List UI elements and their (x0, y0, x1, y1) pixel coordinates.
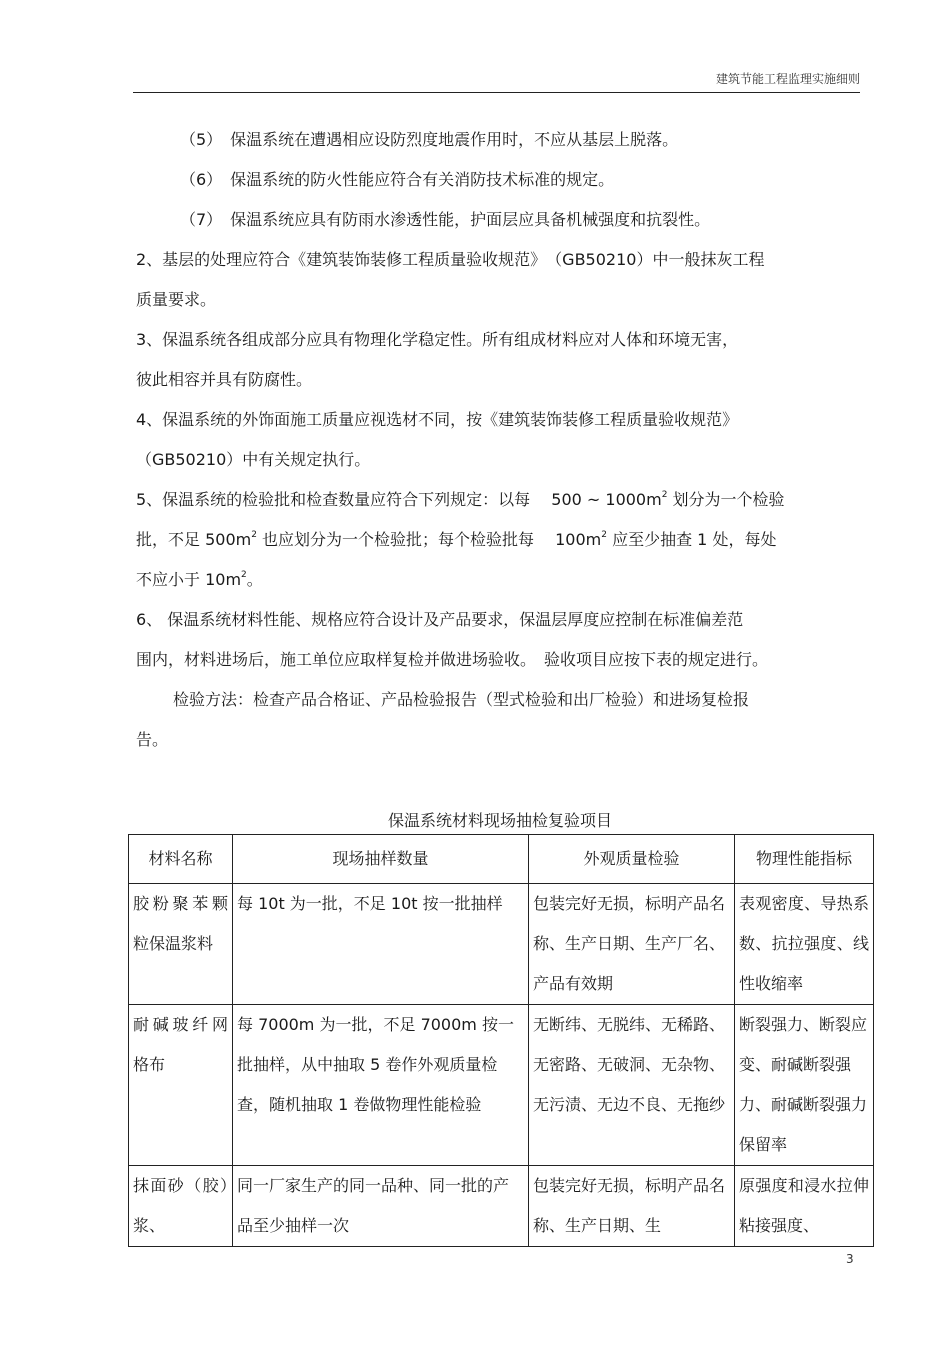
header-divider (133, 92, 860, 93)
cell-physical: 表观密度、导热系数、抗拉强度、线性收缩率 (735, 884, 874, 1005)
table-row (129, 1166, 874, 1247)
cell-sample-qty: 每 7000m 为一批，不足 7000m 按一批抽样，从中抽取 5 卷作外观质量检查，随机抽取 1 卷做物理性能检验 (233, 1005, 529, 1166)
clause-7: （7） 保温系统应具有防雨水渗透性能，护面层应具备机械强度和抗裂性。 (180, 210, 711, 229)
page-header-title: 建筑节能工程监理实施细则 (715, 72, 860, 86)
clause-6: （6） 保温系统的防火性能应符合有关消防技术标准的规定。 (180, 170, 615, 189)
cell-physical: 原强度和浸水拉伸粘接强度、 (735, 1166, 874, 1247)
item-2-line-1: 2、基层的处理应符合《建筑装饰装修工程质量验收规范》 （GB50210）中一般抹灰工程 (136, 250, 765, 269)
cell-appearance: 包装完好无损，标明产品名称、生产日期、生产厂名、产品有效期 (529, 884, 735, 1005)
cell-material: 胶粉聚苯颗粒保温浆料 (129, 884, 233, 1005)
table-caption: 保温系统材料现场抽检复验项目 (387, 811, 612, 830)
item-5-line-2: 批，不足 $500m^2$ 也应划分为一个检验批；每个检验批每 $100m^2$ 应至少抽查 1 处，每处 (136, 530, 777, 549)
cell-appearance: 包装完好无损，标明产品名称、生产日期、生 (529, 1166, 735, 1247)
item-6-line-2: 围内，材料进场后，施工单位应取样复检并做进场验收。 验收项目应按下表的规定进行。 (136, 650, 769, 669)
cell-material: 抹面砂（胶）浆、 (129, 1166, 233, 1247)
item-5-line-3: 不应小于 $10m^2$。 (136, 570, 263, 589)
item-4-line-1: 4、保温系统的外饰面施工质量应视选材不同，按《建筑装饰装修工程质量验收规范》 (136, 410, 739, 429)
table-header-row (129, 835, 874, 884)
inspection-method-line-1: 检验方法：检查产品合格证、产品检验报告（型式检验和出厂检验）和进场复检报 (173, 690, 750, 709)
page-number: 3 (846, 1252, 854, 1266)
item-6-line-1: 6、 保温系统材料性能、规格应符合设计及产品要求，保温层厚度应控制在标准偏差范 (136, 610, 744, 629)
cell-material: 耐碱玻纤网格布 (129, 1005, 233, 1166)
cell-sample-qty: 同一厂家生产的同一品种、同一批的产品至少抽样一次 (233, 1166, 529, 1247)
cell-sample-qty: 每 10t 为一批，不足 10t 按一批抽样 (233, 884, 529, 1005)
sampling-table (128, 834, 874, 1247)
cell-appearance: 无断纬、无脱纬、无稀路、无密路、无破洞、无杂物、无污渍、无边不良、无拖纱 (529, 1005, 735, 1166)
col-header-appearance: 外观质量检验 (529, 835, 735, 884)
item-4-line-2: （GB50210）中有关规定执行。 (136, 450, 371, 469)
cell-physical: 断裂强力、断裂应变、耐碱断裂强力、耐碱断裂强力保留率 (735, 1005, 874, 1166)
col-header-physical: 物理性能指标 (735, 835, 874, 884)
clause-5: （5） 保温系统在遭遇相应设防烈度地震作用时，不应从基层上脱落。 (180, 130, 679, 149)
table-row (129, 1005, 874, 1166)
item-3-line-2: 彼此相容并具有防腐性。 (136, 370, 313, 389)
col-header-sample-qty: 现场抽样数量 (233, 835, 529, 884)
table-row (129, 884, 874, 1005)
item-5-line-1: 5、保温系统的检验批和检查数量应符合下列规定：以每 500 ~ $1000m^2$ 划分为一个检验 (136, 490, 785, 509)
inspection-method-line-2: 告。 (136, 730, 169, 749)
col-header-material: 材料名称 (129, 835, 233, 884)
item-3-line-1: 3、保温系统各组成部分应具有物理化学稳定性。所有组成材料应对人体和环境无害， (136, 330, 739, 349)
item-2-line-2: 质量要求。 (136, 290, 217, 309)
